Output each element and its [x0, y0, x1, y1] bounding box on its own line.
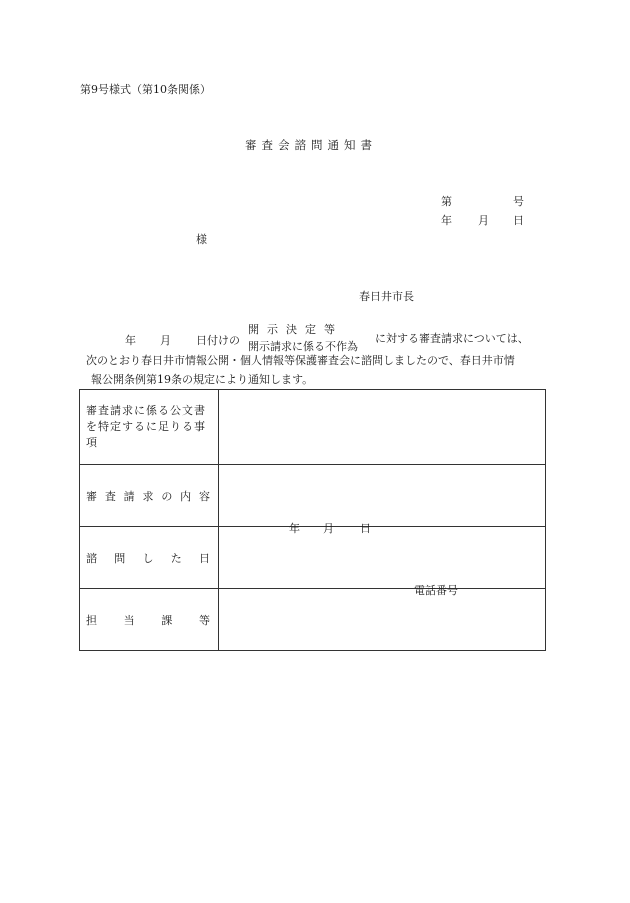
choice-inaction: 開示請求に係る不作為: [248, 340, 358, 353]
addressee-honorific: 様: [196, 233, 207, 246]
document-number-label: 第: [441, 195, 452, 208]
consult-date-cell[interactable]: [219, 522, 546, 589]
department-value-cell[interactable]: [219, 584, 546, 651]
table-row: [80, 527, 546, 589]
label-char: の: [161, 489, 173, 503]
request-day-suffix: 日付けの: [196, 334, 240, 347]
consult-day-label: 日: [360, 522, 371, 535]
label-char: 査: [104, 489, 116, 503]
label-char: 課: [161, 613, 173, 627]
label-char: た: [170, 551, 182, 565]
label-char: 諮: [86, 551, 97, 565]
table-row: [80, 390, 546, 465]
body-text-mid: に対する審査請求については、: [375, 332, 529, 345]
label-char: 請: [123, 489, 135, 503]
row-label-consult-date: [80, 527, 219, 589]
choice-disclosure-decision: 開示決定等: [248, 323, 343, 336]
label-char: 日: [199, 551, 210, 565]
label-char: 問: [114, 551, 126, 565]
row-label-document-text: 審査請求に係る公文書を特定するに足りる事項: [86, 404, 206, 449]
row-label-department: [80, 589, 219, 651]
row-label-document: [80, 390, 219, 465]
info-table: [79, 389, 546, 651]
label-char: 容: [198, 489, 210, 503]
label-char: し: [142, 551, 154, 565]
date-month-label: 月: [478, 214, 489, 227]
label-char: 内: [180, 489, 192, 503]
label-char: 求: [142, 489, 154, 503]
body-text-line2: 次のとおり春日井市情報公開・個人情報等保護審査会に諮問しましたので、春日井市情: [86, 354, 515, 367]
label-char: 担: [86, 613, 97, 627]
body-text-line3: 報公開条例第19条の規定により通知します。: [91, 373, 314, 386]
label-char: 当: [123, 613, 135, 627]
document-title: 審査会諮問通知書: [245, 138, 377, 152]
date-day-label: 日: [513, 214, 524, 227]
document-number-suffix: 号: [513, 195, 524, 208]
consult-month-label: 月: [323, 522, 334, 535]
label-char: 等: [198, 613, 210, 627]
request-year-label: 年: [125, 334, 136, 347]
table-row: [80, 465, 546, 527]
content-value-cell[interactable]: [219, 465, 546, 527]
request-month-label: 月: [160, 334, 171, 347]
form-number: 第9号様式（第10条関係）: [80, 83, 211, 96]
date-year-label: 年: [441, 214, 452, 227]
row-label-content: [80, 465, 219, 527]
label-char: 審: [86, 489, 97, 503]
table-row: [80, 589, 546, 651]
phone-number-label: 電話番号: [414, 584, 458, 597]
document-value-cell[interactable]: [219, 390, 546, 465]
consult-year-label: 年: [289, 522, 300, 535]
sender-name: 春日井市長: [359, 290, 414, 303]
